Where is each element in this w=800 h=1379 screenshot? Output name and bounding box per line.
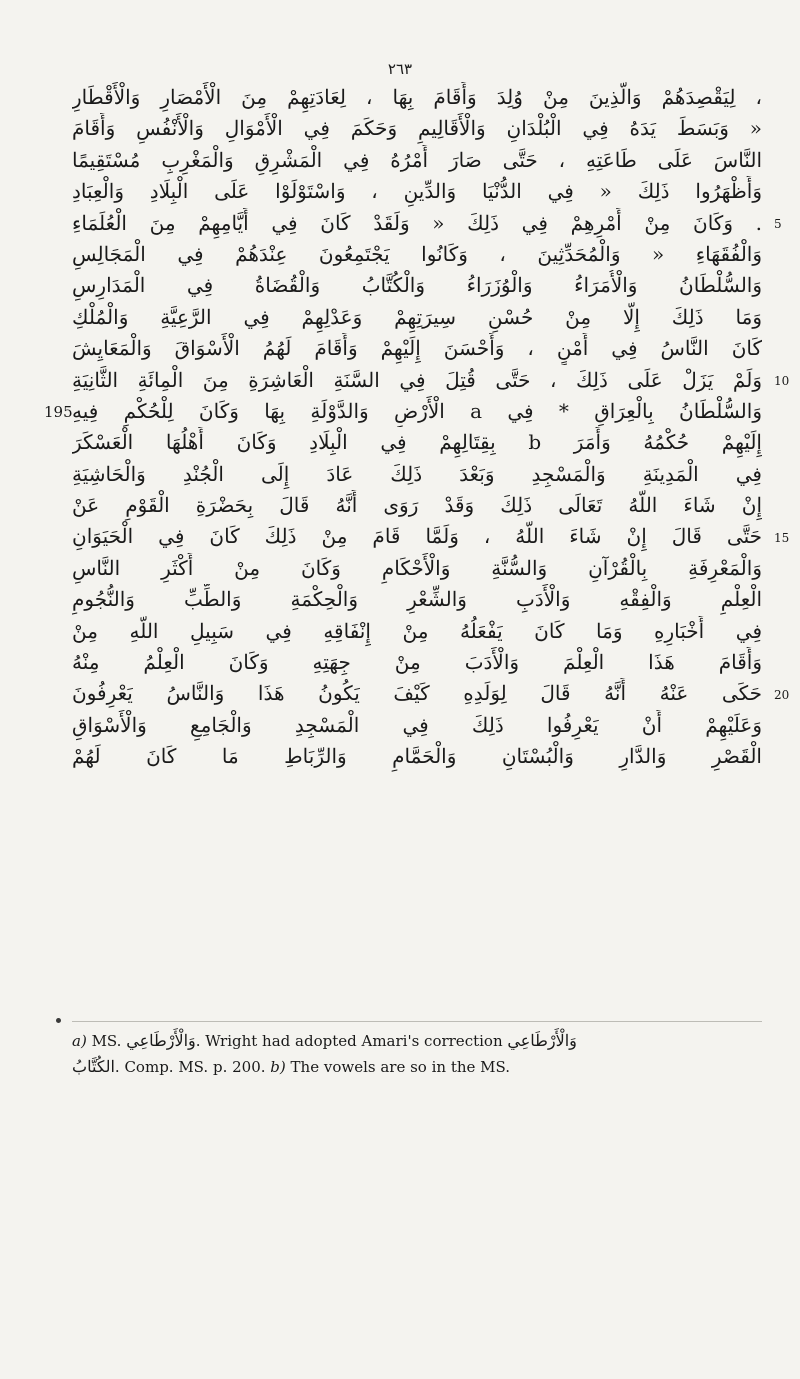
footnote-a-arabic-1: وَالْأَرْطَاعِي [126,1031,196,1050]
footnote-b-text: The vowels are so in the MS. [290,1058,511,1076]
text-line-10: وَلَمْ يَزَلْ عَلَى ذَلِكَ ، حَتَّى قُتِلَ فِي السَّنَةِ الْعَاشِرَةِ مِنَ الْمِائَةِ الثَّانِيَةِ [72,367,762,392]
folio-number-195: 195 [44,403,73,421]
text-line-6: وَالْفُقَهَاءِ « وَالْمُحَدِّثِينَ ، وَكَانُوا يَجْتَمِعُونَ عِنْدَهُمْ فِي الْمَجَالِسِ [72,241,762,266]
line-number-5: 5 [774,217,782,231]
footnote-a-pre: MS. [91,1032,122,1050]
footnote-a-post: . Comp. MS. p. 200. [114,1058,266,1076]
text-line-11: وَالسُّلْطَانُ بِالْعِرَاقِ * فِي a الْأَرْضِ وَالدَّوْلَةِ بِهَا وَكَانَ لِلْحُكْمِ فِيهِ [72,398,762,423]
main-text-block [72,82,762,773]
text-line-5: . وَكَانَ مِنْ أَمْرِهِمْ فِي ذَلِكَ « وَلَقَدْ كَانَ فِي أَيَّامِهِمْ مِنَ الْعُلَمَاءِ [72,210,762,235]
text-line-18: فِي أَخْبَارِهِ وَمَا كَانَ يَفْعَلُهُ مِنْ إِنْفَاقِهِ فِي سَبِيلِ اللَّهِ مِنْ [72,618,762,643]
footnote-rule [72,1021,762,1022]
text-line-22: الْقَصْرِ وَالدَّارِ وَالْبُسْتَانِ وَالْحَمَّامِ وَالرِّبَاطِ مَا كَانَ لَهُمْ [72,744,762,769]
page-number: ٢٦٣ [387,60,413,78]
footnote-a-continued [72,1054,762,1080]
text-line-19: وَأَقَامَ هَذَا الْعِلْمَ وَالْأَدَبَ مِنْ جِهَتِهِ وَكَانَ الْعِلْمُ مِنْهُ [72,650,762,675]
text-line-2: « وَبَسَطَ يَدَهُ فِي الْبُلْدَانِ وَالْأَقَالِيمِ وَحَكَمَ فِي الْأَمْوَالِ وَالْأَنْفُسِ وَأَقَامَ [72,116,762,141]
footnotes [72,1028,762,1080]
footnote-a-marker: a) [72,1032,87,1050]
text-line-14: إِنْ شَاءَ اللَّهُ تَعَالَى ذَلِكَ وَقَدْ رَوَى أَنَّهُ قَالَ بِحَضْرَةِ الْقَوْمِ عَنْ [72,493,762,518]
footnote-a [72,1028,762,1054]
footnote-a-mid: . Wright had adopted Amari's correction [195,1032,503,1050]
line-number-15: 15 [774,531,790,545]
text-line-13: فِي الْمَدِينَةِ وَالْمَسْجِدِ وَبَعْدَ ذَلِكَ عَادَ إِلَى الْجُنْدِ وَالْحَاشِيَةِ [72,461,762,486]
footnote-b-marker: b) [270,1058,286,1076]
text-line-17: الْعِلْمِ وَالْفِقْهِ وَالْأَدَبِ وَالشِّعْرِ وَالْحِكْمَةِ وَالطِّبِّ وَالنُّجُومِ [72,587,762,612]
text-line-15: حَتَّى قَالَ إِنْ شَاءَ اللَّهُ ، وَلَمَّا قَامَ مِنْ ذَلِكَ كَانَ فِي الْحَيَوَانِ [72,524,762,549]
text-line-7: وَالسُّلْطَانُ وَالْأُمَرَاءُ وَالْوُزَرَاءُ وَالْكُتَّابُ وَالْقُضَاةُ فِي الْمَدَارِسِ [72,273,762,298]
text-line-3: النَّاسَ عَلَى طَاعَتِهِ ، حَتَّى صَارَ أَمْرُهُ فِي الْمَشْرِقِ وَالْمَغْرِبِ مُسْتَقِيمًا [72,147,762,172]
text-line-12: إِلَيْهِمْ حُكْمُهُ وَأَمَرَ b بِقِتَالِهِمْ فِي الْبِلَادِ وَكَانَ أَهْلُهَا الْعَسْكَرَ [72,430,762,455]
footnote-a-arabic-3: الكُتَّابُ [72,1057,115,1076]
text-line-4: وَأَظْهَرُوا ذَلِكَ « فِي الدُّنْيَا وَالدِّينِ ، وَاسْتَوْلَوْا عَلَى الْبِلَادِ وَالْعِبَادِ [72,179,762,204]
text-line-8: وَمَا ذَلِكَ إِلَّا مِنْ حُسْنِ سِيرَتِهِمْ وَعَدْلِهِمْ فِي الرَّعِيَّةِ وَالْمُلْكِ [72,304,762,329]
text-line-9: كَانَ النَّاسُ فِي أَمْنٍ ، وَأَحْسَنَ إِلَيْهِمْ وَأَقَامَ لَهُمُ الْأَسْوَاقَ وَالْمَعَايِشَ [72,336,762,361]
text-line-20: حَكَى عَنْهُ أَنَّهُ قَالَ لِوَلَدِهِ كَيْفَ يَكُونُ هَذَا وَالنَّاسُ يَعْرِفُونَ [72,681,762,706]
line-number-20: 20 [774,688,790,702]
ink-mark [56,1018,61,1023]
footnote-a-arabic-2: وَالْأَرْطَاعِي [507,1031,577,1050]
line-number-10: 10 [774,374,790,388]
text-line-16: وَالْمَعْرِفَةِ بِالْقُرْآنِ وَالسُّنَّةِ وَالْأَحْكَامِ وَكَانَ مِنْ أَكْثَرِ النَّاسِ [72,555,762,580]
text-line-1: ، لِيَقْصِدَهُمْ وَالَّذِينَ مِنْ وُلِدَ وَأَقَامَ بِهَا ، لِعَادَتِهِمْ مِنَ الْأَمْصَارِ وَالْأَقْطَارِ [72,85,762,109]
text-line-21: وَعَلَيْهِمْ أَنْ يَعْرِفُوا ذَلِكَ فِي الْمَسْجِدِ وَالْجَامِعِ وَالْأَسْوَاقِ [72,712,762,737]
